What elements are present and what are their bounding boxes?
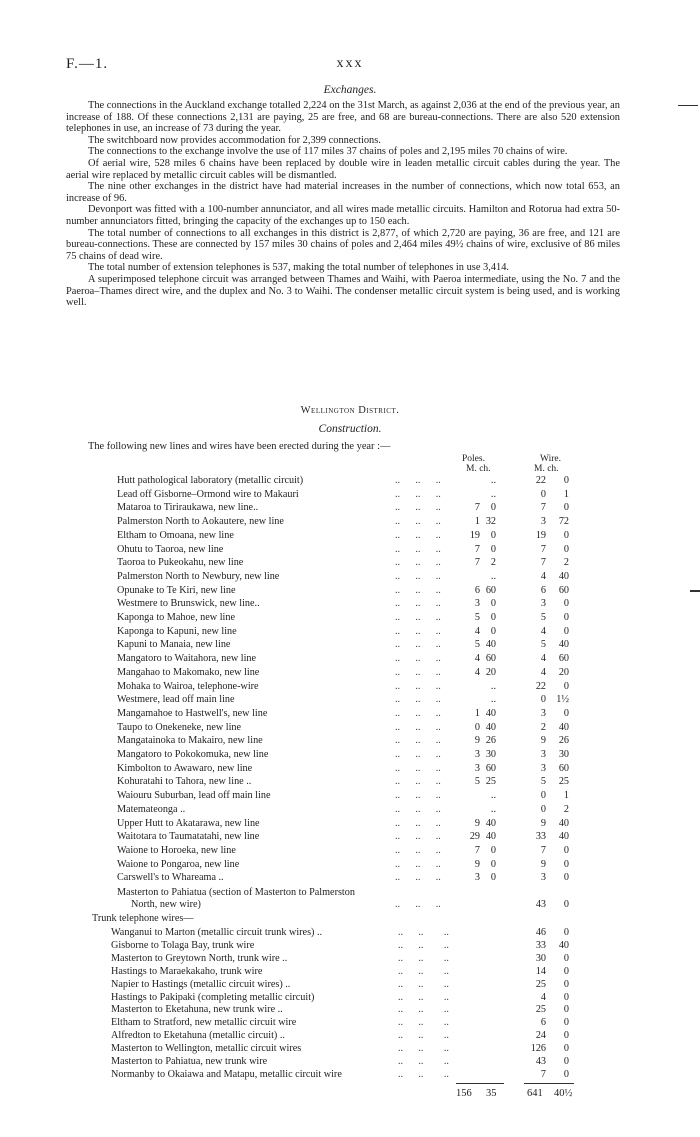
paragraph: Of aerial wire, 528 miles 6 chains have been replaced by double wire in leaden metallic circuit cables during the year. The aerial wire replaced by metallic circuit cables will be dismantled. bbox=[66, 157, 620, 181]
wire-chains: 0 bbox=[563, 844, 569, 856]
leader-dots: .. .. .. bbox=[395, 529, 441, 541]
wire-miles: 0 bbox=[540, 488, 546, 500]
poles-miles: 3 bbox=[474, 762, 480, 774]
wire-chains: 0 bbox=[563, 598, 569, 610]
paragraph: The connections in the Auckland exchange totalled 2,224 on the 31st March, as against 2,036 at the end of the previous year, an increase of 188. Of these connections 2,131 are paying, 25 are free, and 68 are bureau-connections. There are also 520 extension telephones in use, an increase of 73 during the year. bbox=[66, 100, 620, 135]
line-name: Mangatoro to Waitahora, new line bbox=[117, 653, 257, 665]
wire-miles: 0 bbox=[540, 803, 546, 815]
wire-chains: 0 bbox=[563, 858, 569, 870]
table-row bbox=[0, 1030, 700, 1042]
table-row bbox=[0, 763, 700, 775]
wire-miles: 22 bbox=[535, 680, 546, 692]
wire-miles: 9 bbox=[540, 817, 546, 829]
line-name: Matemateonga .. bbox=[117, 803, 186, 815]
line-name: Napier to Hastings (metallic circuit wires) .. bbox=[111, 978, 291, 990]
poles-chains: 40 bbox=[485, 639, 496, 651]
poles-miles: 3 bbox=[474, 749, 480, 760]
leader-dots: .. .. .. bbox=[395, 488, 441, 500]
leader-dots: .. .. .. bbox=[398, 978, 449, 990]
table-row bbox=[0, 722, 700, 734]
table-row bbox=[0, 735, 700, 747]
wire-chains: 40 bbox=[558, 721, 569, 733]
wire-chains: 60 bbox=[558, 762, 569, 774]
line-name: Kaponga to Kapuni, new line bbox=[117, 625, 237, 637]
line-name: Waiouru Suburban, lead off main line bbox=[117, 790, 271, 802]
wire-chains: 0 bbox=[563, 475, 569, 486]
poles-miles: 5 bbox=[474, 612, 480, 623]
wire-miles: 5 bbox=[540, 776, 546, 788]
wire-miles: 0 bbox=[540, 694, 546, 706]
leader-dots: .. .. .. bbox=[395, 899, 441, 910]
poles-chains: 40 bbox=[485, 707, 496, 719]
poles-chains: 40 bbox=[485, 721, 496, 733]
wire-miles: 46 bbox=[535, 927, 546, 938]
wire-total-miles: 641 bbox=[527, 1088, 543, 1099]
wire-chains: 1½ bbox=[556, 694, 569, 706]
wire-chains: 0 bbox=[563, 529, 569, 541]
wire-miles: 14 bbox=[535, 965, 546, 977]
table-row bbox=[0, 887, 700, 899]
line-name: Ohutu to Taoroa, new line bbox=[117, 543, 224, 555]
line-name: Hastings to Pakipaki (completing metallic circuit) bbox=[111, 991, 315, 1003]
poles-chains: .. bbox=[490, 790, 496, 802]
table-row bbox=[0, 681, 700, 693]
table-row bbox=[0, 612, 700, 624]
wire-miles: 25 bbox=[535, 978, 546, 990]
wire-chains: 0 bbox=[563, 991, 569, 1003]
leader-dots: .. .. .. bbox=[398, 991, 449, 1003]
line-name: Masterton to Pahiatua (section of Masterton to Palmerston bbox=[117, 887, 355, 898]
poles-chains: 20 bbox=[485, 666, 496, 678]
leader-dots: .. .. .. bbox=[395, 625, 441, 637]
line-name: Mohaka to Wairoa, telephone-wire bbox=[117, 680, 259, 692]
poles-miles: 9 bbox=[474, 817, 480, 829]
wire-miles: 43 bbox=[535, 1056, 546, 1067]
wire-chains: 0 bbox=[563, 1017, 569, 1029]
table-row bbox=[0, 940, 700, 952]
trunk-heading: Trunk telephone wires— bbox=[92, 913, 194, 924]
poles-miles: 3 bbox=[474, 598, 480, 610]
wire-units-header: M. ch. bbox=[534, 464, 559, 474]
wire-miles: 4 bbox=[540, 653, 546, 665]
leader-dots: .. .. .. bbox=[395, 612, 441, 623]
poles-chains: .. bbox=[490, 803, 496, 815]
leader-dots: .. .. .. bbox=[395, 803, 441, 815]
leader-dots: .. .. .. bbox=[395, 570, 441, 582]
poles-chains: 32 bbox=[485, 516, 496, 528]
leader-dots: .. .. .. bbox=[395, 735, 441, 747]
wire-chains: 2 bbox=[563, 803, 569, 815]
leader-dots: .. .. .. bbox=[395, 872, 441, 884]
wire-miles: 3 bbox=[540, 707, 546, 719]
paragraph: A superimposed telephone circuit was arranged between Thames and Waihi, with Paeroa intermediate, using the No. 7 and the Paeroa–Thames direct wire, and the duplex and No. 3 to Waihi. The condenser metallic circuit system is being used, and is working well. bbox=[66, 273, 620, 309]
table-row bbox=[0, 1004, 700, 1016]
poles-total-miles: 156 bbox=[456, 1088, 472, 1099]
wire-miles: 4 bbox=[540, 666, 546, 678]
wire-miles: 4 bbox=[540, 570, 546, 582]
line-name: Mataroa to Tiriraukawa, new line.. bbox=[117, 502, 259, 514]
wire-chains: 0 bbox=[563, 952, 569, 964]
table-row bbox=[0, 953, 700, 965]
wire-miles: 7 bbox=[540, 1068, 546, 1080]
wire-miles: 3 bbox=[540, 516, 546, 528]
wire-miles: 3 bbox=[540, 598, 546, 610]
leader-dots: .. .. .. bbox=[395, 502, 441, 514]
leader-dots: .. .. .. bbox=[395, 790, 441, 802]
wire-miles: 43 bbox=[535, 899, 546, 910]
poles-miles: 0 bbox=[474, 721, 480, 733]
poles-miles: 5 bbox=[474, 639, 480, 651]
poles-chains: 30 bbox=[485, 749, 496, 760]
table-row bbox=[0, 992, 700, 1004]
wire-chains: 0 bbox=[563, 1004, 569, 1016]
line-name: Opunake to Te Kiri, new line bbox=[117, 584, 236, 596]
table-row bbox=[0, 557, 700, 569]
wire-miles: 0 bbox=[540, 790, 546, 802]
poles-chains: .. bbox=[490, 488, 496, 500]
table-intro: The following new lines and wires have been erected during the year :— bbox=[88, 441, 391, 452]
wire-chains: 0 bbox=[563, 1043, 569, 1055]
line-name: Masterton to Wellington, metallic circuit wires bbox=[111, 1043, 302, 1055]
poles-miles: 7 bbox=[474, 844, 480, 856]
leader-dots: .. .. .. bbox=[395, 762, 441, 774]
poles-miles: 29 bbox=[469, 831, 480, 843]
leader-dots: .. .. .. bbox=[398, 927, 449, 938]
poles-chains: 40 bbox=[485, 817, 496, 829]
line-name: Alfredton to Eketahuna (metallic circuit) .. bbox=[111, 1030, 285, 1042]
paragraph: The connections to the exchange involve the use of 117 miles 37 chains of poles and 2,195 miles 70 chains of wire. bbox=[88, 146, 568, 158]
line-name: Westmere to Brunswick, new line.. bbox=[117, 598, 260, 610]
line-name: Carswell's to Whareama .. bbox=[117, 872, 224, 884]
paragraph: The switchboard now provides accommodation for 2,399 connections. bbox=[88, 134, 381, 146]
wire-miles: 30 bbox=[535, 952, 546, 964]
exchanges-body bbox=[66, 100, 620, 309]
line-name: Taoroa to Pukeokahu, new line bbox=[117, 557, 244, 569]
table-row bbox=[0, 516, 700, 528]
wire-chains: 40 bbox=[558, 939, 569, 951]
wire-chains: 25 bbox=[558, 776, 569, 788]
table-row bbox=[0, 804, 700, 816]
wire-chains: 0 bbox=[563, 612, 569, 623]
poles-chains: 0 bbox=[490, 529, 496, 541]
table-row bbox=[0, 1043, 700, 1055]
wire-miles: 6 bbox=[540, 584, 546, 596]
line-name: Masterton to Pahiatua, new trunk wire bbox=[111, 1056, 268, 1067]
leader-dots: .. .. .. bbox=[395, 653, 441, 665]
line-name: Normanby to Okaiawa and Matapu, metallic circuit wire bbox=[111, 1068, 342, 1080]
line-name: Waione to Pongaroa, new line bbox=[117, 858, 240, 870]
wire-chains: 60 bbox=[558, 653, 569, 665]
leader-dots: .. .. .. bbox=[398, 1056, 449, 1067]
wire-miles: 9 bbox=[540, 858, 546, 870]
poles-miles: 19 bbox=[469, 529, 480, 541]
poles-column-header: Poles. bbox=[462, 454, 485, 464]
poles-miles: 7 bbox=[474, 557, 480, 569]
line-name: Gisborne to Tolaga Bay, trunk wire bbox=[111, 939, 255, 951]
wire-chains: 0 bbox=[563, 1056, 569, 1067]
poles-chains: 0 bbox=[490, 598, 496, 610]
line-name: Mangahao to Makomako, new line bbox=[117, 666, 260, 678]
line-name: Masterton to Greytown North, trunk wire .. bbox=[111, 952, 288, 964]
table-row bbox=[0, 639, 700, 651]
leader-dots: .. .. .. bbox=[395, 639, 441, 651]
wire-miles: 24 bbox=[535, 1030, 546, 1042]
poles-miles: 6 bbox=[474, 584, 480, 596]
wire-miles: 7 bbox=[540, 844, 546, 856]
poles-miles: 4 bbox=[474, 653, 480, 665]
line-name: Taupo to Onekeneke, new line bbox=[117, 721, 242, 733]
wire-chains: 40 bbox=[558, 817, 569, 829]
wire-miles: 5 bbox=[540, 612, 546, 623]
table-row bbox=[0, 598, 700, 610]
line-name: Mangamahoe to Hastwell's, new line bbox=[117, 707, 268, 719]
leader-dots: .. .. .. bbox=[398, 952, 449, 964]
line-name: Masterton to Eketahuna, new trunk wire .. bbox=[111, 1004, 283, 1016]
poles-chains: 60 bbox=[485, 762, 496, 774]
wire-chains: 0 bbox=[563, 927, 569, 938]
district-heading: Wellington District. bbox=[300, 405, 400, 416]
poles-chains: .. bbox=[490, 475, 496, 486]
wire-chains: 0 bbox=[563, 707, 569, 719]
leader-dots: .. .. .. bbox=[395, 557, 441, 569]
wire-miles: 7 bbox=[540, 502, 546, 514]
wire-chains: 40 bbox=[558, 570, 569, 582]
line-name: Westmere, lead off main line bbox=[117, 694, 235, 706]
line-name: Mangatoro to Pokokomuka, new line bbox=[117, 749, 269, 760]
wire-miles: 3 bbox=[540, 749, 546, 760]
page-reference: F.—1. bbox=[66, 56, 109, 72]
poles-chains: 60 bbox=[485, 653, 496, 665]
poles-miles: 7 bbox=[474, 502, 480, 514]
table-row bbox=[0, 818, 700, 830]
leader-dots: .. .. .. bbox=[395, 844, 441, 856]
poles-chains: 60 bbox=[485, 584, 496, 596]
wire-chains: 1 bbox=[563, 790, 569, 802]
poles-miles: 4 bbox=[474, 625, 480, 637]
line-name: North, new wire) bbox=[131, 899, 201, 910]
wire-miles: 22 bbox=[535, 475, 546, 486]
wire-chains: 0 bbox=[563, 978, 569, 990]
wire-chains: 72 bbox=[558, 516, 569, 528]
wire-miles: 3 bbox=[540, 762, 546, 774]
wire-miles: 6 bbox=[540, 1017, 546, 1029]
poles-miles: 3 bbox=[474, 872, 480, 884]
leader-dots: .. .. .. bbox=[395, 680, 441, 692]
wire-miles: 25 bbox=[535, 1004, 546, 1016]
leader-dots: .. .. .. bbox=[398, 1043, 449, 1055]
wire-chains: 2 bbox=[563, 557, 569, 569]
wire-column-header: Wire. bbox=[540, 454, 561, 464]
poles-miles: 5 bbox=[474, 776, 480, 788]
table-row bbox=[0, 585, 700, 597]
leader-dots: .. .. .. bbox=[398, 965, 449, 977]
poles-chains: 26 bbox=[485, 735, 496, 747]
line-name: Kapuni to Manaia, new line bbox=[117, 639, 231, 651]
wire-miles: 7 bbox=[540, 557, 546, 569]
poles-chains: 25 bbox=[485, 776, 496, 788]
line-name: Mangatainoka to Makairo, new line bbox=[117, 735, 263, 747]
table-row bbox=[0, 966, 700, 978]
poles-chains: 0 bbox=[490, 858, 496, 870]
leader-dots: .. .. .. bbox=[395, 475, 441, 486]
wire-miles: 4 bbox=[540, 991, 546, 1003]
poles-miles: 1 bbox=[474, 707, 480, 719]
table-row bbox=[0, 475, 700, 487]
table-row bbox=[0, 530, 700, 542]
wire-chains: 0 bbox=[563, 543, 569, 555]
leader-dots: .. .. .. bbox=[398, 1017, 449, 1029]
leader-dots: .. .. .. bbox=[395, 817, 441, 829]
table-row bbox=[0, 831, 700, 843]
wire-miles: 2 bbox=[540, 721, 546, 733]
poles-chains: 0 bbox=[490, 625, 496, 637]
paragraph: The nine other exchanges in the district have had material increases in the number of connections, which now total 653, an increase of 96. bbox=[66, 181, 620, 204]
table-row bbox=[0, 872, 700, 884]
poles-chains: 0 bbox=[490, 612, 496, 623]
table-row bbox=[0, 653, 700, 665]
leader-dots: .. .. .. bbox=[395, 749, 441, 760]
wire-chains: 0 bbox=[563, 1030, 569, 1042]
wire-total-rule bbox=[524, 1083, 574, 1084]
wire-chains: 60 bbox=[558, 584, 569, 596]
leader-dots: .. .. .. bbox=[395, 516, 441, 528]
wire-chains: 0 bbox=[563, 680, 569, 692]
line-name: Kaponga to Mahoe, new line bbox=[117, 612, 235, 623]
wire-chains: 40 bbox=[558, 639, 569, 651]
wire-chains: 0 bbox=[563, 625, 569, 637]
table-row bbox=[0, 790, 700, 802]
poles-chains: .. bbox=[490, 680, 496, 692]
line-name: Waione to Horoeka, new line bbox=[117, 844, 236, 856]
table-row bbox=[0, 749, 700, 761]
wire-chains: 30 bbox=[558, 749, 569, 760]
poles-chains: 0 bbox=[490, 844, 496, 856]
table-row bbox=[0, 1017, 700, 1029]
wire-chains: 0 bbox=[563, 502, 569, 514]
poles-miles: 4 bbox=[474, 666, 480, 678]
wire-chains: 26 bbox=[558, 735, 569, 747]
table-row bbox=[0, 571, 700, 583]
paragraph: Devonport was fitted with a 100-number annunciator, and all wires made metallic circuits. Hamilton and Rotorua had extra 50-number annunciators fitted, bringing the capacity of the exchanges up to 150 each. bbox=[66, 204, 620, 227]
line-name: Kimbolton to Awawaro, new line bbox=[117, 762, 253, 774]
leader-dots: .. .. .. bbox=[398, 1068, 449, 1080]
wire-miles: 9 bbox=[540, 735, 546, 747]
wire-chains: 20 bbox=[558, 666, 569, 678]
line-name: Eltham to Omoana, new line bbox=[117, 529, 234, 541]
wire-miles: 4 bbox=[540, 625, 546, 637]
leader-dots: .. .. .. bbox=[395, 543, 441, 555]
leader-dots: .. .. .. bbox=[398, 1030, 449, 1042]
poles-miles: 7 bbox=[474, 543, 480, 555]
poles-chains: .. bbox=[490, 570, 496, 582]
wire-total-chains: 40½ bbox=[554, 1088, 573, 1099]
wire-chains: 40 bbox=[558, 831, 569, 843]
poles-chains: 0 bbox=[490, 872, 496, 884]
leader-dots: .. .. .. bbox=[395, 666, 441, 678]
construction-heading: Construction. bbox=[318, 423, 382, 435]
leader-dots: .. .. .. bbox=[395, 721, 441, 733]
leader-dots: .. .. .. bbox=[398, 939, 449, 951]
leader-dots: .. .. .. bbox=[398, 1004, 449, 1016]
line-name: Upper Hutt to Akatarawa, new line bbox=[117, 817, 260, 829]
poles-total-chains: 35 bbox=[486, 1088, 497, 1099]
paragraph: The total number of extension telephones is 537, making the total number of telephones in use 3,414. bbox=[88, 262, 510, 274]
wire-miles: 33 bbox=[535, 831, 546, 843]
wire-miles: 3 bbox=[540, 872, 546, 884]
poles-chains: .. bbox=[490, 694, 496, 706]
line-name: Palmerston North to Aokautere, new line bbox=[117, 516, 284, 528]
table-row bbox=[0, 489, 700, 501]
poles-miles: 1 bbox=[474, 516, 480, 528]
poles-miles: 9 bbox=[474, 858, 480, 870]
poles-miles: 9 bbox=[474, 735, 480, 747]
leader-dots: .. .. .. bbox=[395, 707, 441, 719]
wire-chains: 0 bbox=[563, 899, 569, 910]
paragraph: The total number of connections to all exchanges in this district is 2,877, of which 2,720 are paying, 36 are free, and 121 are bureau-connections. These are connected by 157 miles 30 chains of poles and 2,464 miles 49½ chains of wire, exclusive of 86 miles 75 chains of dead wire. bbox=[66, 227, 620, 262]
poles-chains: 40 bbox=[485, 831, 496, 843]
table-row bbox=[0, 1069, 700, 1081]
margin-mark bbox=[690, 590, 700, 592]
line-name: Hutt pathological laboratory (metallic circuit) bbox=[117, 475, 304, 486]
table-row bbox=[0, 776, 700, 788]
line-name: Waitotara to Taumatatahi, new line bbox=[117, 831, 260, 843]
line-name: Palmerston North to Newbury, new line bbox=[117, 570, 280, 582]
exchanges-heading: Exchanges. bbox=[323, 84, 377, 96]
table-row bbox=[0, 979, 700, 991]
table-row bbox=[0, 927, 700, 939]
leader-dots: .. .. .. bbox=[395, 858, 441, 870]
table-row bbox=[0, 502, 700, 514]
line-name: Hastings to Maraekakaho, trunk wire bbox=[111, 965, 263, 977]
table-row bbox=[0, 694, 700, 706]
wire-chains: 0 bbox=[563, 872, 569, 884]
line-name: Kohuratahi to Tahora, new line .. bbox=[117, 776, 252, 788]
table-row bbox=[0, 626, 700, 638]
leader-dots: .. .. .. bbox=[395, 694, 441, 706]
wire-chains: 0 bbox=[563, 965, 569, 977]
wire-miles: 7 bbox=[540, 543, 546, 555]
poles-total-rule bbox=[456, 1083, 504, 1084]
wire-chains: 0 bbox=[563, 1068, 569, 1080]
leader-dots: .. .. .. bbox=[395, 776, 441, 788]
leader-dots: .. .. .. bbox=[395, 831, 441, 843]
margin-mark bbox=[678, 105, 698, 106]
table-row bbox=[0, 1056, 700, 1068]
wire-miles: 5 bbox=[540, 639, 546, 651]
table-row bbox=[0, 708, 700, 720]
page-number: xxx bbox=[336, 56, 364, 71]
wire-miles: 19 bbox=[535, 529, 546, 541]
poles-units-header: M. ch. bbox=[466, 464, 491, 474]
table-row bbox=[0, 859, 700, 871]
wire-miles: 126 bbox=[530, 1043, 546, 1055]
poles-chains: 2 bbox=[490, 557, 496, 569]
wire-chains: 1 bbox=[563, 488, 569, 500]
line-name: Wanganui to Marton (metallic circuit trunk wires) .. bbox=[111, 927, 323, 938]
leader-dots: .. .. .. bbox=[395, 598, 441, 610]
line-name: Eltham to Stratford, new metallic circuit wire bbox=[111, 1017, 297, 1029]
table-row bbox=[0, 845, 700, 857]
table-row bbox=[0, 544, 700, 556]
poles-chains: 0 bbox=[490, 502, 496, 514]
table-row bbox=[0, 899, 700, 911]
line-name: Lead off Gisborne–Ormond wire to Makauri bbox=[117, 488, 299, 500]
wire-miles: 33 bbox=[535, 939, 546, 951]
table-row bbox=[0, 667, 700, 679]
leader-dots: .. .. .. bbox=[395, 584, 441, 596]
poles-chains: 0 bbox=[490, 543, 496, 555]
